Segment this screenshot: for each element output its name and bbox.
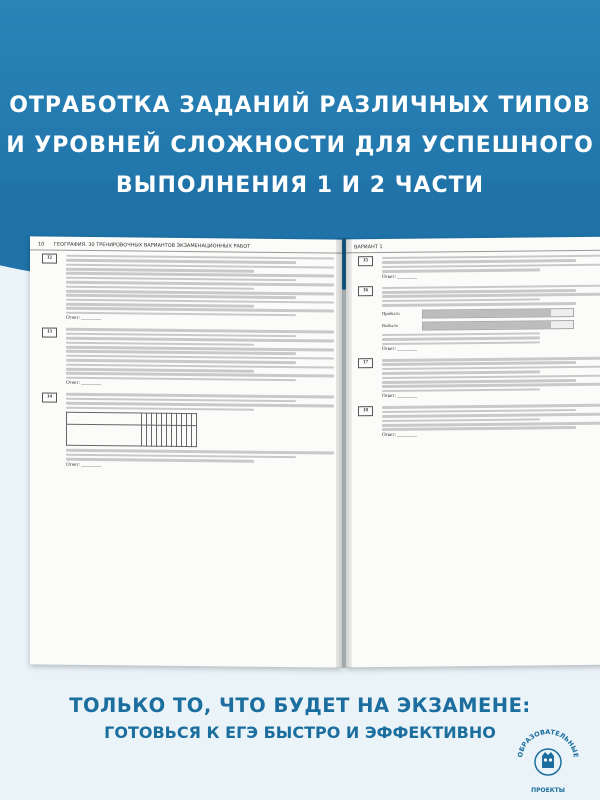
book-right-page (346, 237, 600, 668)
tagline: ТОЛЬКО ТО, ЧТО БУДЕТ НА ЭКЗАМЕНЕ: (69, 694, 531, 717)
svg-text:ПРОЕКТЫ: ПРОЕКТЫ (531, 787, 565, 794)
svg-text:ОБРАЗОВАТЕЛЬНЫЕ: ОБРАЗОВАТЕЛЬНЫЕ (516, 727, 580, 759)
task-number: 15 (358, 256, 373, 266)
right-running-head: ВАРИАНТ 1 (346, 237, 600, 254)
task-17: 17 Ответ: ________ (346, 353, 600, 403)
left-page-number: 10 (38, 241, 45, 248)
book-left-page (30, 236, 342, 667)
open-book-image (30, 238, 600, 668)
chart-row (382, 307, 600, 318)
task-15: 15 Ответ: ________ (346, 251, 600, 284)
headline-line-2: И УРОВНЕЙ СЛОЖНОСТИ ДЛЯ УСПЕШНОГО (6, 133, 594, 158)
answer-label: Ответ: (66, 462, 80, 468)
bar-fill (423, 309, 551, 317)
answer-label: Ответ: (382, 274, 396, 280)
answer-label: Ответ: (66, 316, 80, 322)
task-14: 14 Ответ: ________ (30, 389, 342, 473)
task-12: 12 Ответ: ________ (30, 250, 342, 327)
task-number: 13 (42, 327, 57, 337)
task-number: 17 (358, 358, 373, 368)
bar-fill (423, 321, 551, 329)
headline-line-1: ОТРАБОТКА ЗАДАНИЙ РАЗЛИЧНЫХ ТИПОВ (9, 93, 591, 118)
task-number: 16 (358, 286, 373, 296)
book-spine (336, 238, 352, 668)
chart-row (382, 319, 600, 330)
task-number: 18 (358, 406, 373, 416)
subtagline: ГОТОВЬСЯ К ЕГЭ БЫСТРО И ЭФФЕКТИВНО (104, 723, 496, 742)
task-16: 16 Прибыло Выбыло Ответ: ________ (346, 280, 600, 355)
answer-label: Ответ: (66, 381, 80, 387)
bar-label: Прибыло (382, 310, 400, 317)
task-number: 12 (42, 253, 57, 263)
task-18: 18 Ответ: ________ (346, 400, 600, 441)
answer-label: Ответ: (382, 346, 396, 353)
time-zone-table (66, 412, 197, 447)
bar-label: Выбыло (382, 322, 398, 329)
left-running-title: ГЕОГРАФИЯ. 30 ТРЕНИРОВОЧНЫХ ВАРИАНТОВ ЭКЗАМЕНАЦИОННЫХ РАБОТ (53, 241, 251, 250)
publisher-logo (512, 722, 584, 794)
task-number: 14 (42, 392, 57, 402)
footer (0, 680, 600, 742)
task-13: 13 Ответ: ________ (30, 324, 342, 392)
headline (0, 86, 600, 206)
answer-label: Ответ: (382, 394, 396, 400)
answer-label: Ответ: (382, 432, 396, 439)
headline-line-3: ВЫПОЛНЕНИЯ 1 И 2 ЧАСТИ (115, 173, 485, 198)
